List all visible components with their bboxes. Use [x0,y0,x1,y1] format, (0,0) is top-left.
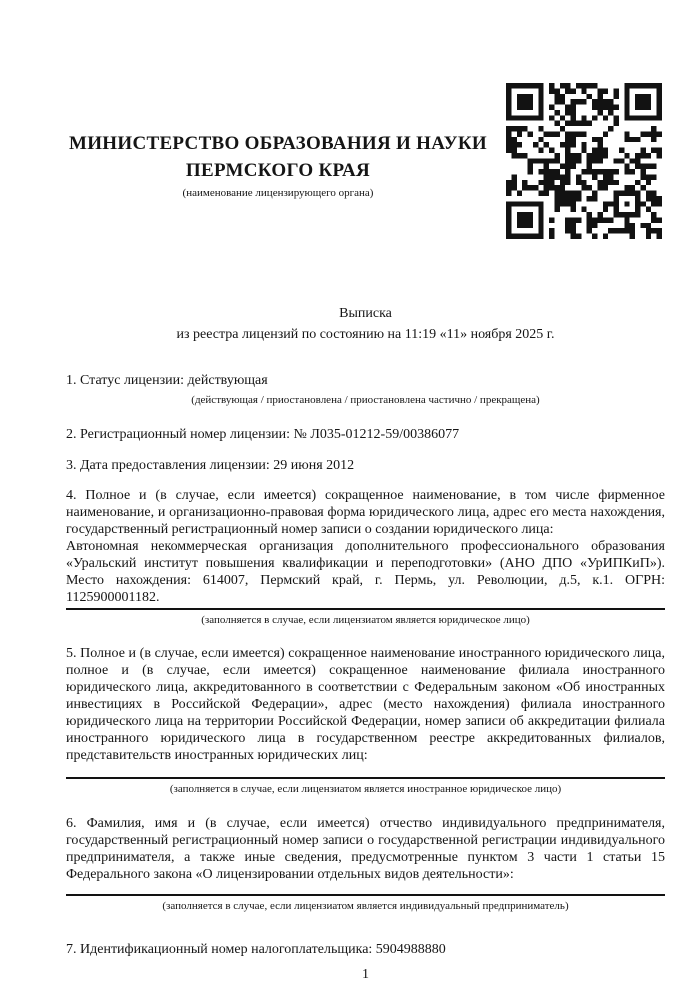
entrepreneur-fill-line [66,894,665,896]
letterhead [66,0,490,200]
field-foreign-entity-caption: (заполняется в случае, если лицензиатом является иностранное юридическое лицо) [169,783,562,795]
licensing-authority-name-line2: ПЕРМСКОГО КРАЯ [185,160,371,181]
field-legal-entity-caption: (заполняется в случае, если лицензиатом является юридическое лицо) [201,614,530,626]
licensing-authority-name-line1: МИНИСТЕРСТВО ОБРАЗОВАНИЯ И НАУКИ [68,133,488,154]
field-legal-entity-question: 4. Полное и (в случае, если имеется) сокращенное наименование, в том числе фирменное наименование, и организационно-правовая форма юридического лица, адрес его места нахождения, государственный регистрационный номер записи о создании юридического лица: [66,488,665,537]
field-entrepreneur-question: 6. Фамилия, имя и (в случае, если имеется) отчество индивидуального предпринимателя, государственный регистрационный номер записи о государственной регистрации индивидуального предпринимателя, а также иные сведения, предусмотренные пунктом 3 части 1 статьи 15 Федерального закона «О лицензировании отдельных видов деятельности»: [66,816,665,882]
licensing-authority-caption: (наименование лицензирующего органа) [182,187,374,199]
field-license-status: 1. Статус лицензии: действующая [66,373,268,388]
field-legal-entity-answer: Автономная некоммерческая организация дополнительного профессионального образования «Уральский институт повышения квалификации и переподготовки» (АНО ДПО «УрИПКиП»). Место нахождения: 614007, Пермский край, г. Пермь, ул. Революции, д.5, к.1. ОГРН: 1125900001182. [66,539,665,605]
legal-entity-fill-line [66,608,665,610]
extract-title: Выписка [339,306,392,321]
qr-code-icon [506,83,662,239]
document-title [66,303,665,345]
field-entrepreneur-caption: (заполняется в случае, если лицензиатом является индивидуальный предприниматель) [162,900,569,912]
document-body [66,303,665,984]
field-foreign-entity-question: 5. Полное и (в случае, если имеется) сокращенное наименование иностранного юридического лица, полное и (в случае, если имеется) сокращенное наименование филиала иностранного юридического лица, аккредитованного в соответствии с Федеральным законом «Об иностранных инвестициях в Российской Федерации», адрес (место нахождения) филиала иностранного юридического лица на территории Российской Федерации, номер записи об аккредитации филиала иностранного юридического лица в государственном реестре аккредитованных филиалов, представительств иностранных юридических лиц: [66,646,665,763]
foreign-entity-fill-line [66,777,665,779]
field-grant-date: 3. Дата предоставления лицензии: 29 июня 2012 [66,458,355,473]
extract-status-line: из реестра лицензий по состоянию на 11:19 «11» ноября 2025 г. [176,327,555,342]
field-license-status-options-caption: (действующая / приостановлена / приостановлена частично / прекращена) [191,394,540,406]
page-number: 1 [362,967,369,982]
field-registration-number: 2. Регистрационный номер лицензии: № Л035-01212-59/00386077 [66,427,460,442]
field-taxpayer-number: 7. Идентификационный номер налогоплательщика: 5904988880 [66,942,446,957]
